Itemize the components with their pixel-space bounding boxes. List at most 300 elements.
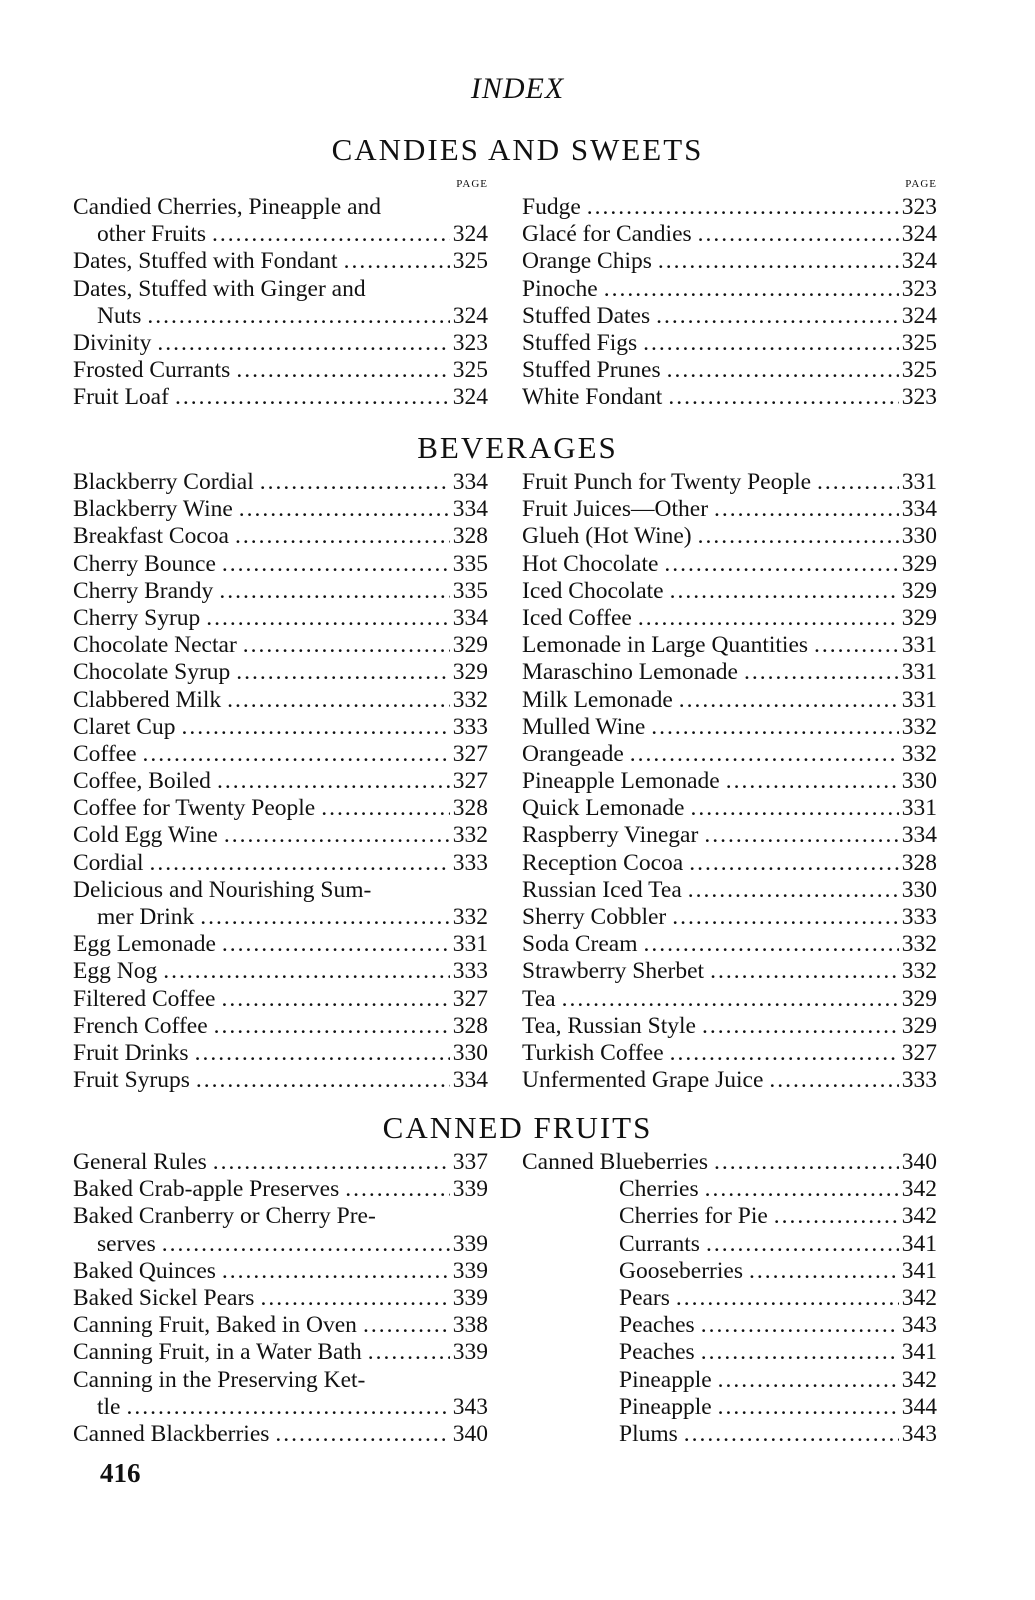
index-entry <box>522 276 937 303</box>
section-title-beverages: BEVERAGES <box>417 430 618 465</box>
entry-name: Dates, Stuffed with Fondant <box>73 248 338 275</box>
entry-page: 324 <box>452 302 488 329</box>
dot-leader <box>229 523 450 550</box>
index-entry <box>522 1258 937 1285</box>
entry-name: Egg Nog <box>73 958 158 985</box>
dot-leader <box>362 1339 450 1366</box>
entry-page: 344 <box>901 1393 937 1420</box>
entry-name: Russian Iced Tea <box>522 876 682 903</box>
entry-name: Fruit Juices—Other <box>522 496 709 523</box>
dot-leader <box>708 1149 899 1176</box>
entry-name: Cherries <box>619 1176 699 1203</box>
entry-name: Tea, Russian Style <box>522 1012 696 1039</box>
entry-name: Frosted Currants <box>73 357 231 384</box>
entry-name: Blackberry Cordial <box>73 469 254 495</box>
entry-list <box>522 194 937 412</box>
dot-leader <box>678 1421 899 1448</box>
dot-leader <box>763 1067 898 1094</box>
entry-page: 329 <box>901 550 937 577</box>
entry-name: Baked Crab-apple Preserves <box>73 1176 340 1203</box>
index-entry <box>522 768 937 795</box>
entry-page: 341 <box>901 1230 937 1257</box>
dot-leader <box>670 1285 899 1312</box>
dot-leader <box>189 1040 450 1067</box>
entry-name: Unfermented Grape Juice <box>522 1067 764 1094</box>
entry-name: Chocolate Nectar <box>73 632 237 659</box>
index-entry <box>522 986 937 1013</box>
index-entry <box>73 850 488 877</box>
index-entry <box>522 523 937 550</box>
entry-name: Blackberry Wine <box>73 496 233 523</box>
entry-page: 343 <box>901 1420 937 1447</box>
canned-right-column <box>522 1149 937 1448</box>
dot-leader <box>137 741 450 768</box>
entry-list <box>73 1149 488 1448</box>
entry-name: Cherries for Pie <box>619 1203 768 1230</box>
entry-name: Candied Cherries, Pineapple and <box>73 194 382 220</box>
entry-name: serves <box>97 1230 156 1257</box>
entry-page: 331 <box>901 632 937 659</box>
dot-leader <box>339 1176 450 1203</box>
entry-name: Iced Coffee <box>522 604 632 631</box>
index-entry <box>522 1203 937 1230</box>
dot-leader <box>682 877 899 904</box>
index-entry <box>73 605 488 632</box>
index-entry <box>73 714 488 741</box>
entry-page: 329 <box>452 659 488 686</box>
entry-name: Baked Cranberry or Cherry Pre- <box>73 1203 376 1230</box>
entry-page: 333 <box>452 713 488 740</box>
entry-name: General Rules <box>73 1149 207 1175</box>
index-entry <box>522 1421 937 1448</box>
dot-leader <box>673 687 899 714</box>
index-entry <box>73 768 488 795</box>
index-entry <box>522 1040 937 1067</box>
index-entry <box>73 958 488 985</box>
index-entry <box>522 687 937 714</box>
entry-name: Stuffed Figs <box>522 329 638 356</box>
index-entry <box>522 714 937 741</box>
entry-name: Peaches <box>619 1339 695 1366</box>
entry-name: other Fruits <box>97 221 207 248</box>
index-entry <box>73 931 488 958</box>
dot-leader <box>269 1421 449 1448</box>
entry-name: Egg Lemonade <box>73 931 216 958</box>
entry-page: 331 <box>901 686 937 713</box>
entry-page: 334 <box>452 604 488 631</box>
entry-page: 327 <box>452 985 488 1012</box>
index-entry <box>73 276 488 303</box>
entry-name: French Coffee <box>73 1012 208 1039</box>
page-number: 416 <box>100 1458 141 1488</box>
entry-name: Soda Cream <box>522 931 638 958</box>
dot-leader <box>254 469 450 496</box>
index-entry <box>73 523 488 550</box>
dot-leader <box>237 632 450 659</box>
entry-page: 331 <box>901 659 937 686</box>
entry-name: tle <box>97 1393 121 1420</box>
dot-leader <box>683 850 899 877</box>
entry-page: 324 <box>452 384 488 411</box>
index-entry <box>73 578 488 605</box>
entry-page: 334 <box>901 822 937 849</box>
entry-page: 330 <box>901 876 937 903</box>
index-entry <box>73 1013 488 1040</box>
index-entry <box>522 931 937 958</box>
entry-name: Canning Fruit, in a Water Bath <box>73 1339 362 1366</box>
index-entry <box>73 303 488 330</box>
dot-leader <box>699 1176 899 1203</box>
entry-name: Iced Chocolate <box>522 577 664 604</box>
dot-leader <box>156 1231 450 1258</box>
entry-name: Plums <box>619 1420 678 1447</box>
dot-leader <box>213 578 449 605</box>
dot-leader <box>696 1013 899 1040</box>
entry-page: 338 <box>452 1312 488 1339</box>
index-entry <box>73 1231 488 1258</box>
entry-name: Orange Chips <box>522 248 652 275</box>
entry-page: 333 <box>901 1067 937 1094</box>
index-entry <box>522 551 937 578</box>
index-entry <box>73 248 488 275</box>
dot-leader <box>738 659 899 686</box>
dot-leader <box>700 1231 899 1258</box>
index-entry <box>73 357 488 384</box>
dot-leader <box>811 469 899 496</box>
index-entry <box>522 605 937 632</box>
dot-leader <box>215 986 449 1013</box>
entry-name: Filtered Coffee <box>73 985 216 1012</box>
index-entry <box>73 221 488 248</box>
entry-name: Gooseberries <box>619 1257 743 1284</box>
entry-name: Tea <box>522 985 556 1012</box>
entry-page: 333 <box>452 849 488 876</box>
dot-leader <box>207 1149 450 1176</box>
page-column-label: PAGE <box>456 178 488 190</box>
index-entry <box>522 632 937 659</box>
entry-page: 339 <box>452 1176 488 1203</box>
index-entry <box>73 469 488 496</box>
dot-leader <box>661 357 899 384</box>
entry-name: Cordial <box>73 849 144 876</box>
entry-page: 337 <box>452 1149 488 1175</box>
entry-name: Hot Chocolate <box>522 550 659 577</box>
entry-name: Glueh (Hot Wine) <box>522 523 692 550</box>
entry-page: 324 <box>901 302 937 329</box>
index-entry <box>522 303 937 330</box>
entry-page: 343 <box>452 1393 488 1420</box>
entry-page: 329 <box>452 632 488 659</box>
entry-page: 325 <box>452 357 488 384</box>
entry-page: 334 <box>901 496 937 523</box>
entry-name: Dates, Stuffed with Ginger and <box>73 275 366 302</box>
entry-name: Claret Cup <box>73 713 176 740</box>
entry-page: 334 <box>452 496 488 523</box>
entry-name: Canning Fruit, Baked in Oven <box>73 1312 357 1339</box>
dot-leader <box>169 384 450 411</box>
index-entry <box>73 1312 488 1339</box>
dot-leader <box>581 194 899 221</box>
entry-page: 325 <box>452 248 488 275</box>
entry-name: Nuts <box>97 302 142 329</box>
index-entry <box>73 1285 488 1312</box>
index-entry <box>73 659 488 686</box>
entry-name: Canned Blackberries <box>73 1420 270 1447</box>
dot-leader <box>556 986 899 1013</box>
entry-page: 324 <box>901 221 937 248</box>
dot-leader <box>190 1067 450 1094</box>
entry-name: Orangeade <box>522 740 624 767</box>
dot-leader <box>121 1394 450 1421</box>
entry-page: 342 <box>901 1203 937 1230</box>
entry-page <box>485 1203 488 1230</box>
dot-leader <box>708 496 899 523</box>
entry-page: 342 <box>901 1366 937 1393</box>
entry-page: 324 <box>452 221 488 248</box>
entry-name: Stuffed Dates <box>522 302 651 329</box>
dot-leader <box>366 276 485 303</box>
entry-name: Divinity <box>73 329 152 356</box>
index-entry <box>73 1394 488 1421</box>
index-entry <box>522 822 937 849</box>
index-entry <box>73 330 488 357</box>
index-entry <box>73 1149 488 1176</box>
entry-page: 330 <box>901 768 937 795</box>
entry-name: Pinoche <box>522 275 598 302</box>
dot-leader <box>666 904 899 931</box>
entry-name: White Fondant <box>522 384 663 411</box>
index-entry <box>522 330 937 357</box>
entry-page: 341 <box>901 1257 937 1284</box>
dot-leader <box>684 795 898 822</box>
index-entry <box>522 469 937 496</box>
entry-page: 335 <box>452 577 488 604</box>
entry-name: Cherry Bounce <box>73 550 216 577</box>
entry-page: 332 <box>901 740 937 767</box>
entry-name: Fruit Syrups <box>73 1067 190 1094</box>
dot-leader <box>141 303 449 330</box>
dot-leader <box>151 330 449 357</box>
dot-leader <box>338 248 450 275</box>
entry-name: Peaches <box>619 1312 695 1339</box>
dot-leader <box>650 303 899 330</box>
entry-name: Canned Blueberries <box>522 1149 708 1175</box>
section-title-canned-fruits: CANNED FRUITS <box>382 1110 653 1145</box>
index-entry <box>522 1231 937 1258</box>
entry-name: Mulled Wine <box>522 713 646 740</box>
dot-leader <box>365 1367 485 1394</box>
entry-name: Coffee <box>73 740 137 767</box>
entry-page: 334 <box>452 469 488 495</box>
entry-page: 327 <box>901 1039 937 1066</box>
entry-page: 323 <box>901 384 937 411</box>
index-entry <box>73 1421 488 1448</box>
dot-leader <box>658 551 898 578</box>
dot-leader <box>175 714 449 741</box>
entry-page: 340 <box>901 1149 937 1175</box>
entry-page: 332 <box>901 713 937 740</box>
index-entry <box>522 194 937 221</box>
entry-name: Breakfast Cocoa <box>73 523 229 550</box>
dot-leader <box>638 931 899 958</box>
entry-page: 327 <box>452 768 488 795</box>
entry-page: 332 <box>452 686 488 713</box>
entry-name: Pineapple <box>619 1366 712 1393</box>
index-entry <box>522 357 937 384</box>
entry-page: 339 <box>452 1257 488 1284</box>
index-entry <box>522 1285 937 1312</box>
index-entry <box>522 877 937 904</box>
entry-page: 332 <box>901 958 937 985</box>
dot-leader <box>381 194 485 221</box>
dot-leader <box>357 1312 450 1339</box>
canned-left-column <box>73 1149 488 1448</box>
dot-leader <box>808 632 899 659</box>
dot-leader <box>695 1312 899 1339</box>
dot-leader <box>664 1040 899 1067</box>
dot-leader <box>662 384 898 411</box>
dot-leader <box>194 904 450 931</box>
index-entry <box>73 986 488 1013</box>
dot-leader <box>144 850 450 877</box>
index-entry <box>73 1040 488 1067</box>
index-entry <box>522 384 937 411</box>
index-entry <box>522 1367 937 1394</box>
entry-page: 325 <box>901 329 937 356</box>
entry-page: 330 <box>901 523 937 550</box>
entry-page <box>485 276 488 303</box>
index-entry <box>522 850 937 877</box>
dot-leader <box>315 795 450 822</box>
entry-name: Maraschino Lemonade <box>522 659 738 686</box>
entry-name: Fruit Punch for Twenty People <box>522 469 812 495</box>
candies-right-column <box>522 175 937 412</box>
index-entry <box>73 904 488 931</box>
dot-leader <box>645 714 898 741</box>
dot-leader <box>624 741 899 768</box>
entry-name: Pineapple <box>619 1393 712 1420</box>
dot-leader <box>216 551 450 578</box>
beverages-right-column <box>522 469 937 1094</box>
entry-page <box>485 194 488 221</box>
index-entry <box>522 1394 937 1421</box>
entry-page: 329 <box>901 985 937 1012</box>
entry-name: Strawberry Sherbet <box>522 958 705 985</box>
entry-name: Coffee for Twenty People <box>73 795 316 822</box>
entry-page: 324 <box>901 248 937 275</box>
entry-page: 328 <box>452 523 488 550</box>
dot-leader <box>664 578 899 605</box>
dot-leader <box>211 768 450 795</box>
dot-leader <box>637 330 899 357</box>
dot-leader <box>216 1258 450 1285</box>
entry-page: 329 <box>901 604 937 631</box>
entry-page: 325 <box>901 357 937 384</box>
index-entry <box>73 1176 488 1203</box>
entry-page: 327 <box>452 740 488 767</box>
entry-page: 331 <box>901 795 937 822</box>
entry-name: Currants <box>619 1230 700 1257</box>
entry-page: 339 <box>452 1284 488 1311</box>
dot-leader <box>692 221 899 248</box>
entry-name: Canning in the Preserving Ket- <box>73 1366 366 1393</box>
dot-leader <box>768 1203 899 1230</box>
entry-list <box>73 194 488 412</box>
index-entry <box>73 632 488 659</box>
entry-page: 333 <box>901 904 937 930</box>
entry-page: 332 <box>452 904 488 930</box>
index-entry <box>73 687 488 714</box>
index-entry <box>73 194 488 221</box>
dot-leader <box>157 958 450 985</box>
index-entry <box>522 1176 937 1203</box>
index-entry <box>73 1067 488 1094</box>
candies-left-column <box>73 175 488 412</box>
entry-list <box>522 469 937 1094</box>
entry-name: Turkish Coffee <box>522 1039 664 1066</box>
index-entry <box>73 1339 488 1366</box>
entry-page: 328 <box>901 849 937 876</box>
dot-leader <box>206 221 450 248</box>
entry-list <box>522 1149 937 1448</box>
entry-name: Pears <box>619 1284 670 1311</box>
dot-leader <box>692 523 899 550</box>
index-entry <box>522 248 937 275</box>
entry-name: Cold Egg Wine <box>73 822 218 849</box>
dot-leader <box>200 605 449 632</box>
entry-name: Stuffed Prunes <box>522 357 661 384</box>
entry-list <box>73 469 488 1094</box>
index-entry <box>73 1258 488 1285</box>
index-entry <box>522 904 937 931</box>
entry-name: Milk Lemonade <box>522 686 673 713</box>
entry-page <box>485 1367 488 1394</box>
entry-name: Baked Sickel Pears <box>73 1284 255 1311</box>
index-entry <box>73 496 488 523</box>
dot-leader <box>695 1339 899 1366</box>
entry-name: Baked Quinces <box>73 1257 216 1284</box>
entry-name: Cherry Brandy <box>73 577 214 604</box>
index-entry <box>73 1203 488 1230</box>
index-entry <box>522 221 937 248</box>
dot-leader <box>698 822 898 849</box>
entry-name: Reception Cocoa <box>522 849 684 876</box>
entry-page: 331 <box>901 469 937 495</box>
entry-name: Delicious and Nourishing Sum- <box>73 876 372 903</box>
index-entry <box>522 1013 937 1040</box>
dot-leader <box>254 1285 449 1312</box>
entry-page: 331 <box>452 931 488 958</box>
entry-name: Glacé for Candies <box>522 221 692 248</box>
index-entry <box>522 1067 937 1094</box>
entry-page: 339 <box>452 1339 488 1366</box>
entry-page <box>485 877 488 904</box>
entry-page: 323 <box>452 329 488 356</box>
index-entry <box>522 1339 937 1366</box>
entry-page: 323 <box>901 194 937 220</box>
index-entry <box>73 741 488 768</box>
index-entry <box>522 795 937 822</box>
entry-name: mer Drink <box>97 904 195 930</box>
index-entry <box>73 551 488 578</box>
index-entry <box>73 384 488 411</box>
entry-page: 323 <box>901 275 937 302</box>
entry-page: 332 <box>901 931 937 958</box>
entry-page: 328 <box>452 1012 488 1039</box>
entry-name: Chocolate Syrup <box>73 659 231 686</box>
index-entry <box>522 578 937 605</box>
dot-leader <box>704 958 899 985</box>
